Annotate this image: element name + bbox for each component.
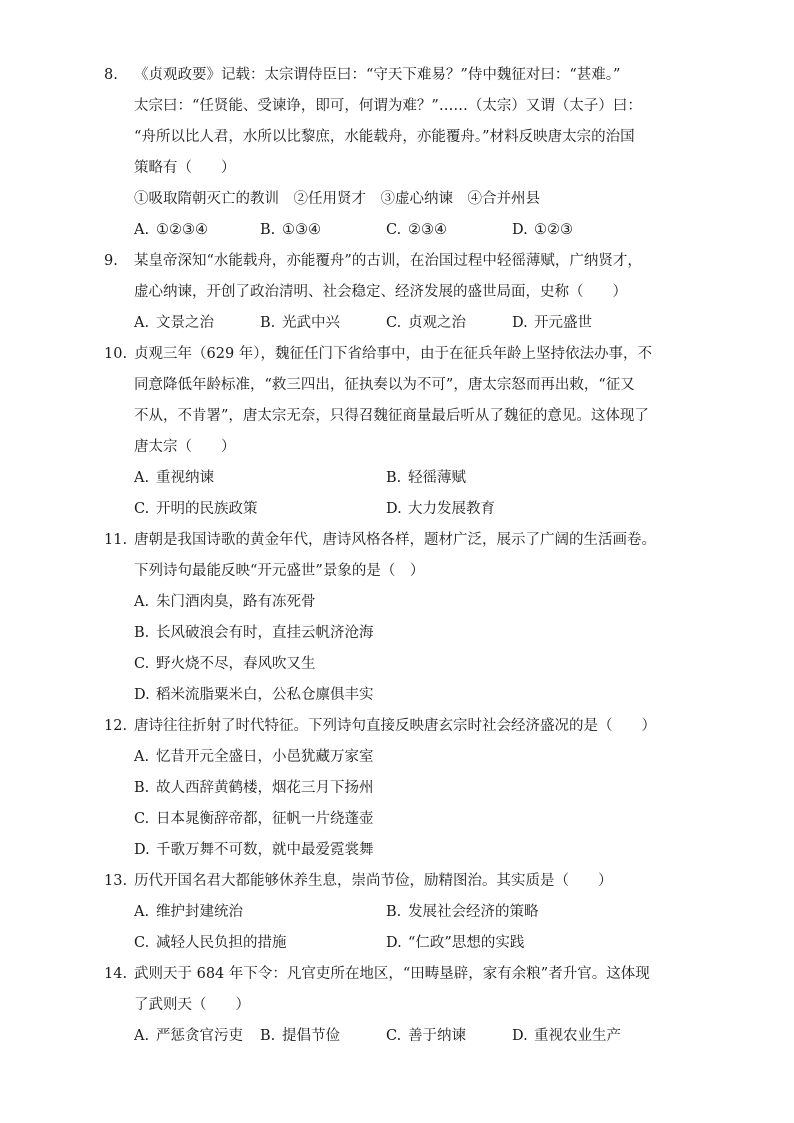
stem-line: 虚心纳谏，开创了政治清明、社会稳定、经济发展的盛世局面，史称（ ） xyxy=(134,284,627,300)
option-letter: D. xyxy=(134,842,150,858)
options-row-1 xyxy=(134,897,674,928)
option-letter: D. xyxy=(386,935,402,951)
stem-line: 武则天于 684 年下令：凡官吏所在地区，“田畴垦辟，家有余粮”者升官。这体现 xyxy=(134,966,650,982)
question-number: 13. xyxy=(104,873,128,889)
option-text: 贞观之治 xyxy=(408,315,466,331)
question-stem xyxy=(134,866,674,897)
question-number: 12. xyxy=(104,718,128,734)
option-a[interactable] xyxy=(134,897,386,928)
option-a[interactable] xyxy=(134,463,386,494)
option-c[interactable] xyxy=(134,928,386,959)
option-letter: D. xyxy=(512,315,528,331)
option-a[interactable] xyxy=(134,587,674,618)
sub-items: ①吸取隋朝灭亡的教训 ②任用贤才 ③虚心纳谏 ④合并州县 xyxy=(134,191,540,207)
stem-line: 同意降低年龄标准，“救三四出，征执奏以为不可”，唐太宗怒而再出敕，“征又 xyxy=(134,377,635,393)
option-letter: A. xyxy=(134,315,150,331)
option-c[interactable] xyxy=(386,215,512,246)
option-text: ②③④ xyxy=(408,222,447,238)
option-c[interactable] xyxy=(386,308,512,339)
option-letter: D. xyxy=(512,222,528,238)
option-b[interactable] xyxy=(260,1021,386,1052)
option-d[interactable] xyxy=(386,494,638,525)
question-stem xyxy=(134,959,674,1021)
stem-line: 唐太宗（ ） xyxy=(134,439,236,455)
option-b[interactable] xyxy=(386,463,638,494)
option-text: 重视纳谏 xyxy=(156,470,214,486)
options xyxy=(134,1021,674,1052)
option-b[interactable] xyxy=(134,618,674,649)
question-stem xyxy=(134,711,674,742)
question-stem xyxy=(134,60,674,184)
option-letter: A. xyxy=(134,594,150,610)
option-text: 千歌万舞不可数，就中最爱霓裳舞 xyxy=(156,842,374,858)
option-d[interactable] xyxy=(512,1021,638,1052)
option-text: 光武中兴 xyxy=(282,315,340,331)
option-a[interactable] xyxy=(134,1021,260,1052)
option-text: 日本晁衡辞帝都，征帆一片绕蓬壶 xyxy=(156,811,374,827)
option-text: 发展社会经济的策略 xyxy=(408,904,539,920)
option-letter: D. xyxy=(386,501,402,517)
option-d[interactable] xyxy=(512,308,638,339)
option-text: 文景之治 xyxy=(156,315,214,331)
option-c[interactable] xyxy=(134,649,674,680)
option-d[interactable] xyxy=(386,928,638,959)
option-letter: C. xyxy=(134,501,150,517)
option-a[interactable] xyxy=(134,308,260,339)
option-text: 野火烧不尽，春风吹又生 xyxy=(156,656,316,672)
option-letter: C. xyxy=(134,811,150,827)
question-number: 9. xyxy=(104,253,118,269)
option-text: 大力发展教育 xyxy=(408,501,495,517)
option-text: 朱门酒肉臭，路有冻死骨 xyxy=(156,594,316,610)
option-letter: A. xyxy=(134,904,150,920)
option-text: 严惩贪官污吏 xyxy=(156,1028,243,1044)
option-text: 稻米流脂粟米白，公私仓廪俱丰实 xyxy=(156,687,374,703)
question-11 xyxy=(104,525,674,711)
stem-line: 某皇帝深知“水能载舟，亦能覆舟”的古训，在治国过程中轻徭薄赋，广纳贤才， xyxy=(134,253,642,269)
option-letter: B. xyxy=(134,625,150,641)
stem-line: 下列诗句最能反映“开元盛世”景象的是（ ） xyxy=(134,563,425,579)
option-a[interactable] xyxy=(134,215,260,246)
option-letter: C. xyxy=(386,315,402,331)
option-text: 提倡节俭 xyxy=(282,1028,340,1044)
option-letter: B. xyxy=(386,904,402,920)
options-row-1 xyxy=(134,463,674,494)
stem-line: 了武则天（ ） xyxy=(134,997,250,1013)
option-letter: A. xyxy=(134,749,150,765)
question-number: 10. xyxy=(104,346,128,362)
option-letter: C. xyxy=(386,1028,402,1044)
stem-line: 唐朝是我国诗歌的黄金年代，唐诗风格各样，题材广泛，展示了广阔的生活画卷。 xyxy=(134,532,656,548)
option-text: 开元盛世 xyxy=(534,315,592,331)
option-d[interactable] xyxy=(512,215,638,246)
option-b[interactable] xyxy=(386,897,638,928)
option-letter: C. xyxy=(134,935,150,951)
options xyxy=(134,308,674,339)
option-text: 长风破浪会有时，直挂云帆济沧海 xyxy=(156,625,374,641)
option-c[interactable] xyxy=(134,494,386,525)
option-text: 减轻人民负担的措施 xyxy=(156,935,287,951)
option-letter: C. xyxy=(134,656,150,672)
stem-line: 历代开国名君大都能够休养生息，崇尚节俭，励精图治。其实质是（ ） xyxy=(134,873,613,889)
question-10 xyxy=(104,339,674,525)
option-text: 忆昔开元全盛日，小邑犹藏万家室 xyxy=(156,749,374,765)
option-d[interactable] xyxy=(134,835,674,866)
options-row-2 xyxy=(134,928,674,959)
option-letter: B. xyxy=(260,315,276,331)
option-letter: B. xyxy=(386,470,402,486)
option-text: ①③④ xyxy=(282,222,321,238)
option-text: “仁政”思想的实践 xyxy=(408,935,525,951)
stem-line: 贞观三年（629 年），魏征任门下省给事中，由于在征兵年龄上坚持依法办事，不 xyxy=(134,346,653,362)
question-8 xyxy=(104,60,674,246)
option-c[interactable] xyxy=(134,804,674,835)
option-a[interactable] xyxy=(134,742,674,773)
stem-line: 《贞观政要》记载：太宗谓侍臣曰：“守天下难易？”侍中魏征对曰：“甚难。” xyxy=(134,67,621,83)
question-number: 8. xyxy=(104,67,118,83)
question-list xyxy=(104,60,674,1052)
stem-line: 策略有（ ） xyxy=(134,160,236,176)
option-text: ①②③ xyxy=(534,222,573,238)
option-letter: A. xyxy=(134,222,150,238)
stem-line: 太宗曰：“任贤能、受谏诤，即可，何谓为难？”……（太宗）又谓（太子）曰： xyxy=(134,98,642,114)
option-letter: B. xyxy=(260,1028,276,1044)
stem-line: 唐诗往往折射了时代特征。下列诗句直接反映唐玄宗时社会经济盛况的是（ ） xyxy=(134,718,656,734)
option-text: 善于纳谏 xyxy=(408,1028,466,1044)
option-text: 开明的民族政策 xyxy=(156,501,258,517)
option-text: 维护封建统治 xyxy=(156,904,243,920)
options xyxy=(134,587,674,711)
question-9 xyxy=(104,246,674,339)
option-letter: B. xyxy=(134,780,150,796)
option-letter: A. xyxy=(134,1028,150,1044)
option-text: 故人西辞黄鹤楼，烟花三月下扬州 xyxy=(156,780,374,796)
option-b[interactable] xyxy=(134,773,674,804)
options-row-2 xyxy=(134,494,674,525)
stem-line: “舟所以比人君，水所以比黎庶，水能载舟，亦能覆舟。”材料反映唐太宗的治国 xyxy=(134,129,635,145)
option-b[interactable] xyxy=(260,308,386,339)
question-number: 14. xyxy=(104,966,128,982)
option-letter: C. xyxy=(386,222,402,238)
question-14 xyxy=(104,959,674,1052)
question-12 xyxy=(104,711,674,866)
options xyxy=(134,742,674,866)
question-stem xyxy=(134,246,674,308)
option-text: 轻徭薄赋 xyxy=(408,470,466,486)
option-b[interactable] xyxy=(260,215,386,246)
option-letter: D. xyxy=(134,687,150,703)
options xyxy=(134,215,674,246)
question-stem xyxy=(134,339,674,463)
option-text: ①②③④ xyxy=(156,222,208,238)
question-number: 11. xyxy=(104,532,128,548)
option-text: 重视农业生产 xyxy=(534,1028,621,1044)
option-letter: B. xyxy=(260,222,276,238)
option-letter: A. xyxy=(134,470,150,486)
option-c[interactable] xyxy=(386,1021,512,1052)
option-d[interactable] xyxy=(134,680,674,711)
question-stem xyxy=(134,525,674,587)
option-letter: D. xyxy=(512,1028,528,1044)
question-13 xyxy=(104,866,674,959)
stem-line: 不从，不肯署”，唐太宗无奈，只得召魏征商量最后听从了魏征的意见。这体现了 xyxy=(134,408,649,424)
